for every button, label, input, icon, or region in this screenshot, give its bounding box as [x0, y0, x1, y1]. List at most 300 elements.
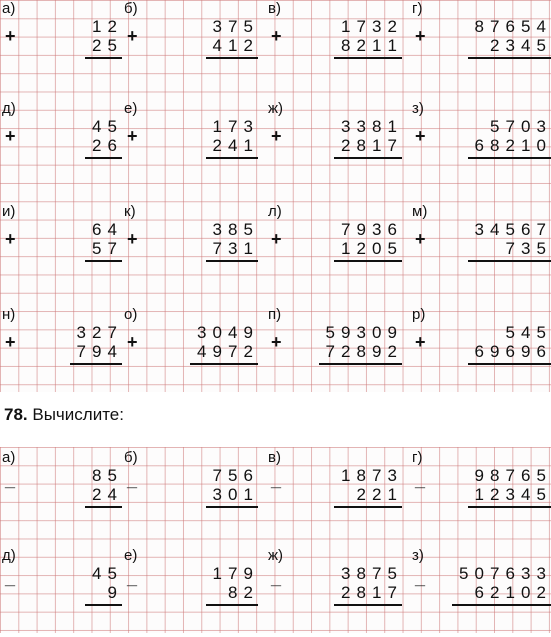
digit: 6 — [385, 221, 401, 239]
digit: 5 — [241, 221, 257, 239]
digit: 0 — [369, 240, 385, 258]
sum-line — [468, 57, 551, 59]
minus-sign: _ — [5, 471, 15, 489]
plus-sign: + — [127, 27, 138, 45]
digit: 3 — [338, 118, 354, 136]
digit: 7 — [210, 240, 226, 258]
top-number — [210, 118, 257, 136]
digit: 3 — [503, 486, 519, 504]
digit: 2 — [338, 137, 354, 155]
digit: 6 — [518, 467, 534, 485]
problem-label: д) — [2, 547, 16, 565]
digit: 1 — [472, 486, 488, 504]
digit: 1 — [369, 137, 385, 155]
digit: 6 — [534, 343, 550, 361]
digit: 3 — [241, 118, 257, 136]
digit: 2 — [385, 18, 401, 36]
sum-line — [206, 604, 259, 606]
digit: 6 — [105, 137, 121, 155]
digit: 7 — [338, 221, 354, 239]
digit: 9 — [338, 324, 354, 342]
top-number — [472, 467, 550, 485]
digit: 0 — [472, 565, 488, 583]
digit: 1 — [210, 118, 226, 136]
digit: 4 — [518, 486, 534, 504]
digit: 5 — [323, 324, 339, 342]
digit: 8 — [472, 18, 488, 36]
sum-line — [85, 260, 122, 262]
plus-sign: + — [415, 27, 426, 45]
addition-problem — [122, 306, 258, 396]
digit: 3 — [534, 118, 550, 136]
digit: 2 — [487, 584, 503, 602]
digit: 7 — [225, 343, 241, 361]
bottom-number — [89, 240, 120, 258]
digit: 3 — [354, 324, 370, 342]
plus-sign: + — [415, 333, 426, 351]
top-number — [338, 18, 400, 36]
problem-label: з) — [412, 100, 424, 118]
sum-line — [70, 363, 123, 365]
digit: 7 — [225, 118, 241, 136]
digit: 5 — [105, 565, 121, 583]
problem-label: м) — [412, 203, 427, 221]
digit: 4 — [518, 37, 534, 55]
digit: 1 — [338, 18, 354, 36]
digit: 4 — [105, 343, 121, 361]
digit: 2 — [241, 37, 257, 55]
top-number — [89, 221, 120, 239]
digit: 3 — [369, 221, 385, 239]
plus-sign: + — [271, 230, 282, 248]
digit: 6 — [503, 565, 519, 583]
problem-label: з) — [412, 547, 424, 565]
addition-problem — [266, 100, 402, 190]
digit: 2 — [89, 324, 105, 342]
subtraction-problem — [122, 449, 258, 539]
top-number — [338, 565, 400, 583]
digit: 3 — [369, 18, 385, 36]
digit: 2 — [89, 137, 105, 155]
digit: 9 — [241, 565, 257, 583]
problem-label: п) — [268, 306, 281, 324]
digit: 1 — [241, 240, 257, 258]
plus-sign: + — [127, 127, 138, 145]
digit: 7 — [385, 137, 401, 155]
problem-label: в) — [268, 0, 281, 18]
addition-problem — [0, 0, 122, 90]
addition-problem — [122, 100, 258, 190]
top-number — [323, 324, 401, 342]
sum-line — [468, 363, 551, 365]
digit: 2 — [503, 137, 519, 155]
digit: 5 — [518, 18, 534, 36]
digit: 6 — [472, 343, 488, 361]
problem-label: г) — [412, 449, 422, 467]
digit: 2 — [354, 37, 370, 55]
bottom-number — [472, 137, 550, 155]
digit: 4 — [105, 486, 121, 504]
digit: 5 — [385, 240, 401, 258]
top-number — [210, 565, 257, 583]
digit: 4 — [225, 137, 241, 155]
digit: 3 — [194, 324, 210, 342]
digit: 7 — [503, 118, 519, 136]
minus-sign: _ — [415, 471, 425, 489]
bottom-number — [210, 137, 257, 155]
digit: 3 — [518, 565, 534, 583]
digit: 2 — [385, 343, 401, 361]
digit: 6 — [503, 18, 519, 36]
addition-problem — [410, 100, 551, 190]
digit: 3 — [472, 221, 488, 239]
top-number — [210, 467, 257, 485]
addition-problem — [410, 306, 551, 396]
digit: 5 — [89, 240, 105, 258]
digit: 5 — [105, 467, 121, 485]
subtraction-problem — [0, 449, 122, 539]
problem-label: р) — [412, 306, 425, 324]
digit: 2 — [534, 584, 550, 602]
top-number — [89, 467, 120, 485]
sum-line — [190, 363, 258, 365]
digit: 7 — [385, 584, 401, 602]
bottom-number — [338, 584, 400, 602]
digit: 5 — [534, 324, 550, 342]
digit: 4 — [225, 324, 241, 342]
digit: 4 — [518, 324, 534, 342]
digit: 4 — [105, 221, 121, 239]
bottom-number — [210, 37, 257, 55]
digit: 3 — [210, 221, 226, 239]
addition-problem — [410, 0, 551, 90]
plus-sign: + — [5, 333, 16, 351]
sum-line — [334, 57, 402, 59]
problem-label: а) — [2, 449, 15, 467]
subtraction-problem — [0, 547, 122, 637]
problem-label: ж) — [268, 547, 283, 565]
sum-line — [206, 260, 259, 262]
subtraction-problem — [122, 547, 258, 637]
digit: 2 — [241, 343, 257, 361]
top-number — [338, 467, 400, 485]
sum-line — [334, 604, 402, 606]
digit: 6 — [518, 221, 534, 239]
bottom-number — [338, 37, 400, 55]
sum-line — [85, 604, 122, 606]
digit: 9 — [518, 343, 534, 361]
digit: 1 — [338, 240, 354, 258]
plus-sign: + — [415, 127, 426, 145]
digit: 3 — [225, 240, 241, 258]
digit: 8 — [354, 565, 370, 583]
digit: 4 — [210, 37, 226, 55]
addition-problem — [266, 306, 402, 396]
digit: 5 — [105, 118, 121, 136]
digit: 3 — [354, 118, 370, 136]
digit: 5 — [385, 565, 401, 583]
sum-line — [334, 506, 402, 508]
digit: 8 — [354, 343, 370, 361]
digit: 7 — [503, 467, 519, 485]
sum-line — [206, 157, 259, 159]
digit: 7 — [323, 343, 339, 361]
digit: 4 — [534, 18, 550, 36]
digit: 5 — [456, 565, 472, 583]
digit: 0 — [534, 137, 550, 155]
digit: 2 — [241, 584, 257, 602]
sum-line — [468, 260, 551, 262]
digit: 2 — [338, 343, 354, 361]
digit: 8 — [338, 37, 354, 55]
digit: 8 — [354, 584, 370, 602]
plus-sign: + — [127, 230, 138, 248]
digit: 7 — [369, 467, 385, 485]
addition-problem — [122, 203, 258, 293]
bottom-number — [89, 486, 120, 504]
minus-sign: _ — [271, 471, 281, 489]
digit: 5 — [534, 240, 550, 258]
digit: 4 — [89, 565, 105, 583]
top-number — [89, 118, 120, 136]
digit: 9 — [241, 324, 257, 342]
plus-sign: + — [271, 127, 282, 145]
digit: 2 — [354, 240, 370, 258]
digit: 5 — [503, 221, 519, 239]
digit: 1 — [385, 37, 401, 55]
digit: 7 — [354, 18, 370, 36]
addition-problem — [122, 0, 258, 90]
sum-line — [85, 157, 122, 159]
top-number — [472, 18, 550, 36]
digit: 1 — [385, 486, 401, 504]
digit: 6 — [472, 137, 488, 155]
top-number — [89, 565, 120, 583]
subtraction-problem — [266, 547, 402, 637]
digit: 3 — [210, 486, 226, 504]
exercise-number: 78. — [4, 405, 28, 424]
digit: 8 — [354, 137, 370, 155]
addition-problem — [0, 203, 122, 293]
digit: 8 — [354, 467, 370, 485]
problem-label: и) — [2, 203, 15, 221]
sum-line — [85, 506, 122, 508]
bottom-number — [323, 343, 401, 361]
digit: 5 — [241, 18, 257, 36]
digit: 4 — [194, 343, 210, 361]
digit: 6 — [89, 221, 105, 239]
plus-sign: + — [127, 333, 138, 351]
plus-sign: + — [5, 27, 16, 45]
digit: 7 — [210, 467, 226, 485]
digit: 4 — [89, 118, 105, 136]
digit: 2 — [105, 18, 121, 36]
minus-sign: _ — [271, 569, 281, 587]
digit: 1 — [518, 137, 534, 155]
minus-sign: _ — [127, 569, 137, 587]
addition-problem — [0, 100, 122, 190]
sum-line — [468, 506, 551, 508]
digit: 2 — [369, 486, 385, 504]
digit: 8 — [369, 118, 385, 136]
sum-line — [334, 260, 402, 262]
exercise-instruction: Вычислите: — [28, 405, 124, 424]
problem-label: д) — [2, 100, 16, 118]
digit: 2 — [354, 486, 370, 504]
digit: 1 — [369, 584, 385, 602]
plus-sign: + — [5, 230, 16, 248]
digit: 6 — [241, 467, 257, 485]
digit: 7 — [534, 221, 550, 239]
subtraction-problem — [266, 449, 402, 539]
digit: 3 — [338, 565, 354, 583]
top-number — [456, 565, 549, 583]
sum-line — [85, 57, 122, 59]
digit: 9 — [487, 343, 503, 361]
digit: 1 — [225, 37, 241, 55]
top-number — [338, 221, 400, 239]
digit: 7 — [487, 565, 503, 583]
bottom-number — [354, 486, 401, 504]
top-number — [210, 221, 257, 239]
digit: 9 — [472, 467, 488, 485]
digit: 7 — [225, 565, 241, 583]
digit: 9 — [385, 324, 401, 342]
top-number — [338, 118, 400, 136]
digit: 1 — [369, 37, 385, 55]
addition-problem — [266, 203, 402, 293]
bottom-number — [105, 584, 121, 602]
digit: 1 — [241, 486, 257, 504]
plus-sign: + — [271, 27, 282, 45]
bottom-number — [89, 137, 120, 155]
digit: 1 — [241, 137, 257, 155]
digit: 7 — [74, 343, 90, 361]
problem-label: а) — [2, 0, 15, 18]
top-number — [472, 221, 550, 239]
minus-sign: _ — [415, 569, 425, 587]
bottom-number — [210, 240, 257, 258]
bottom-number — [89, 37, 120, 55]
digit: 2 — [210, 137, 226, 155]
digit: 7 — [105, 324, 121, 342]
problem-label: в) — [268, 449, 281, 467]
bottom-number — [338, 240, 400, 258]
digit: 7 — [487, 18, 503, 36]
digit: 6 — [472, 584, 488, 602]
digit: 9 — [89, 343, 105, 361]
digit: 0 — [210, 324, 226, 342]
digit: 2 — [89, 486, 105, 504]
sum-line — [468, 157, 551, 159]
bottom-number — [472, 584, 550, 602]
sum-line — [206, 506, 259, 508]
subtraction-problem — [410, 449, 551, 539]
bottom-number — [472, 343, 550, 361]
digit: 8 — [89, 467, 105, 485]
problem-label: е) — [124, 547, 137, 565]
digit: 8 — [225, 584, 241, 602]
digit: 0 — [225, 486, 241, 504]
digit: 0 — [518, 584, 534, 602]
problem-label: л) — [268, 203, 282, 221]
problem-label: б) — [124, 449, 138, 467]
plus-sign: + — [5, 127, 16, 145]
addition-problem — [0, 306, 122, 396]
digit: 7 — [503, 240, 519, 258]
digit: 3 — [210, 18, 226, 36]
digit: 8 — [487, 137, 503, 155]
digit: 8 — [225, 221, 241, 239]
digit: 3 — [534, 565, 550, 583]
digit: 1 — [503, 584, 519, 602]
sum-line — [206, 57, 259, 59]
subtraction-problem — [410, 547, 551, 637]
problem-label: е) — [124, 100, 137, 118]
digit: 1 — [210, 565, 226, 583]
digit: 1 — [89, 18, 105, 36]
top-number — [74, 324, 121, 342]
digit: 1 — [385, 118, 401, 136]
digit: 3 — [385, 467, 401, 485]
digit: 8 — [487, 467, 503, 485]
digit: 5 — [534, 37, 550, 55]
digit: 5 — [534, 467, 550, 485]
sum-line — [334, 157, 402, 159]
addition-problem — [410, 203, 551, 293]
digit: 6 — [503, 343, 519, 361]
bottom-number — [194, 343, 256, 361]
bottom-number — [74, 343, 121, 361]
digit: 9 — [210, 343, 226, 361]
digit: 1 — [338, 467, 354, 485]
bottom-number — [225, 584, 256, 602]
bottom-number — [472, 486, 550, 504]
digit: 3 — [518, 240, 534, 258]
bottom-number — [338, 137, 400, 155]
exercise-heading — [4, 404, 124, 426]
digit: 3 — [74, 324, 90, 342]
top-number — [194, 324, 256, 342]
digit: 3 — [503, 37, 519, 55]
digit: 9 — [369, 343, 385, 361]
top-number — [210, 18, 257, 36]
bottom-number — [210, 486, 257, 504]
digit: 5 — [487, 118, 503, 136]
minus-sign: _ — [5, 569, 15, 587]
digit: 7 — [225, 18, 241, 36]
top-number — [89, 18, 120, 36]
plus-sign: + — [415, 230, 426, 248]
sum-line — [319, 363, 403, 365]
top-number — [487, 118, 549, 136]
digit: 0 — [369, 324, 385, 342]
problem-label: ж) — [268, 100, 283, 118]
addition-problem — [266, 0, 402, 90]
problem-label: г) — [412, 0, 422, 18]
sum-line — [452, 604, 551, 606]
digit: 2 — [338, 584, 354, 602]
digit: 7 — [369, 565, 385, 583]
bottom-number — [487, 37, 549, 55]
problem-label: к) — [124, 203, 136, 221]
digit: 5 — [225, 467, 241, 485]
digit: 2 — [487, 37, 503, 55]
minus-sign: _ — [127, 471, 137, 489]
top-number — [503, 324, 550, 342]
digit: 9 — [354, 221, 370, 239]
digit: 2 — [89, 37, 105, 55]
